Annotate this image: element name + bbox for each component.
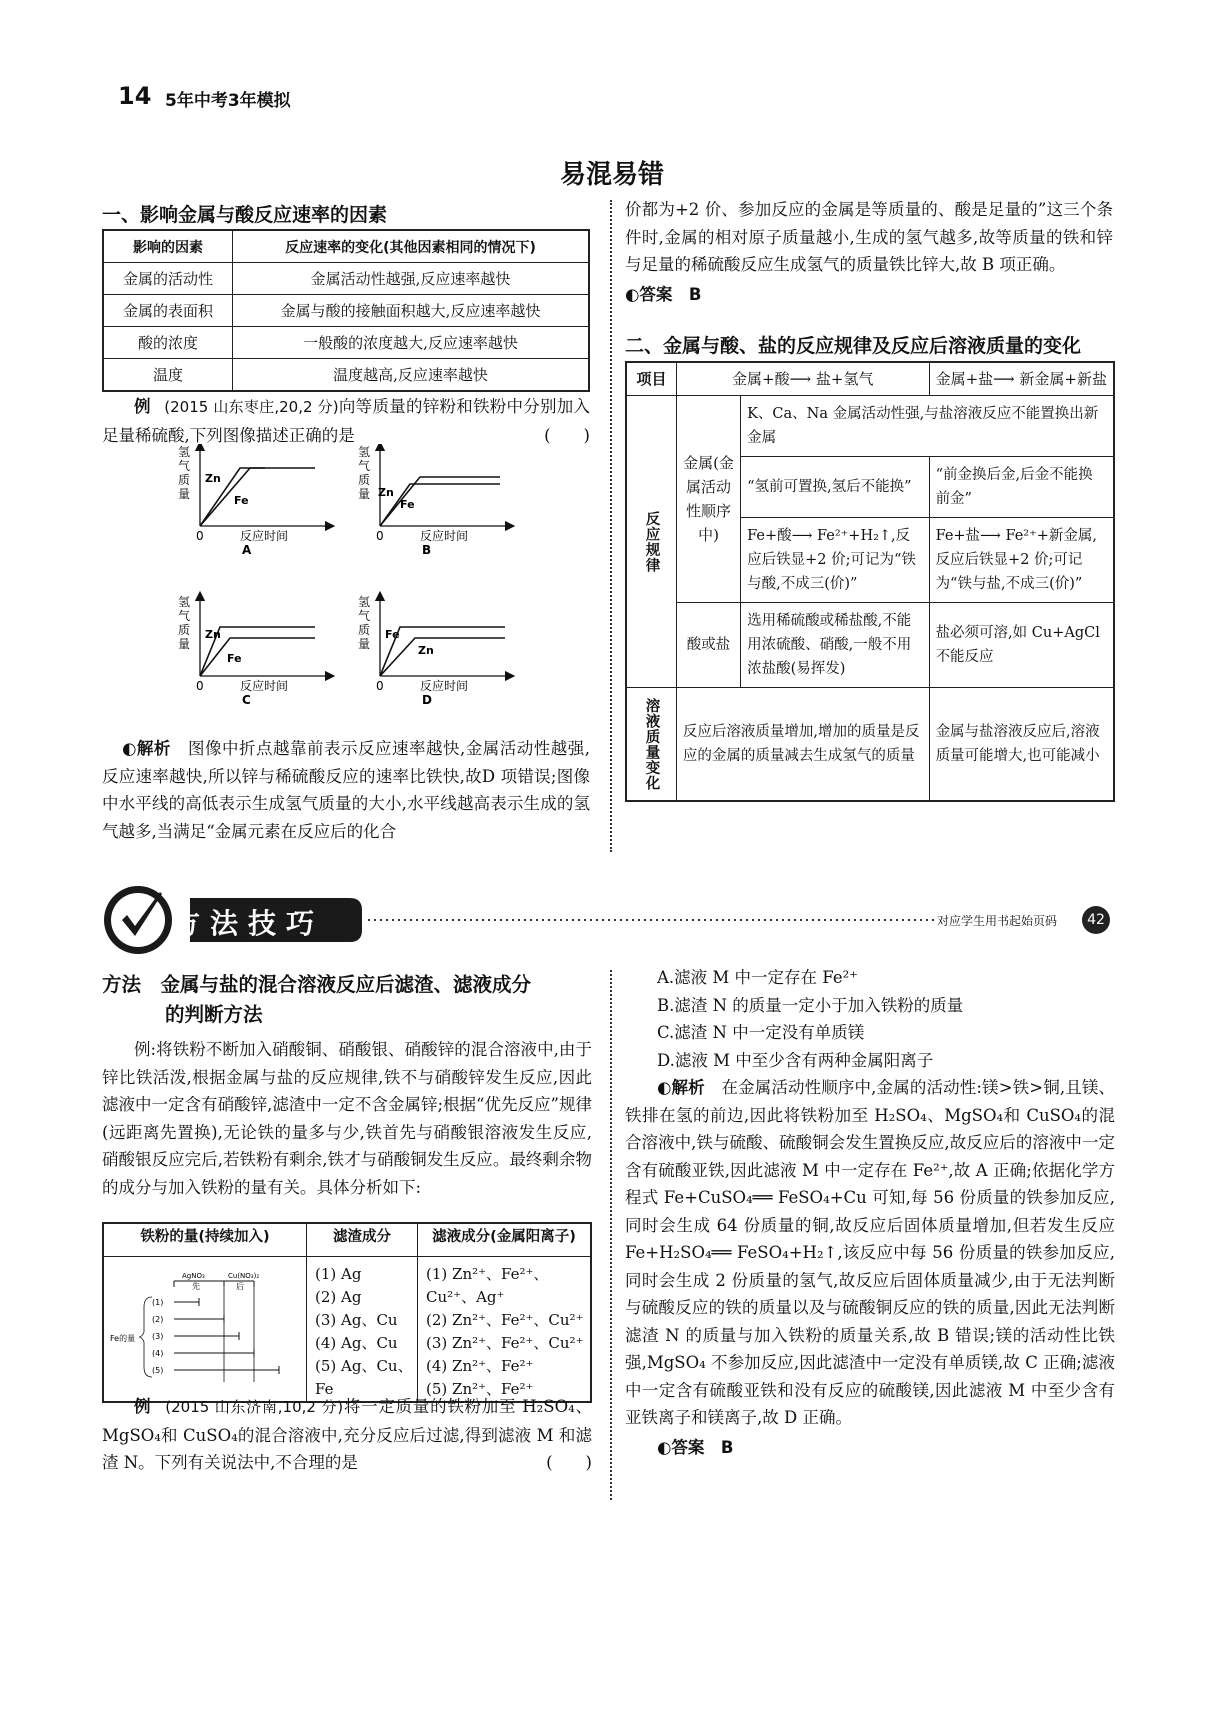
filtrate-item: (4) Zn²⁺、Fe²⁺ [426,1357,534,1375]
fe-series-label: Fe [234,494,249,507]
table-row [103,263,589,295]
example-label: 例 [134,397,151,416]
table-header: 铁粉的量(持续加入) [103,1223,307,1257]
method-label: 方法 [102,973,142,996]
y-axis-label: 质 [178,623,191,637]
residue-item: (1) Ag [315,1265,362,1283]
iron-diagram-cell [103,1257,307,1403]
residue-item: (5) Ag、Cu、Fe [315,1357,413,1398]
y-axis-label: 气 [358,459,371,473]
after-label: 后 [236,1282,244,1291]
iron-row-label: (4) [152,1349,164,1358]
origin-label: 0 [196,529,204,543]
part2-heading: 二、金属与酸、盐的反应规律及反应后溶液质量的变化 [625,335,1082,357]
answer-label: 答案 [671,1437,705,1457]
table-cell: 酸的浓度 [103,327,233,359]
y-axis-label: 量 [358,637,371,651]
page-number: 14 [118,82,152,110]
y-axis-label: 气 [178,459,191,473]
answer-icon: ◐ [657,1437,672,1457]
zn-series-line [380,638,505,676]
analysis-label: 解析 [136,739,171,758]
method-intro-text: 例:将铁粉不断加入硝酸铜、硝酸银、硝酸锌的混合溶液中,由于锌比铁活泼,根据金属与盐的反应规律,铁不与硝酸锌发生反应,因此滤液中一定含有硝酸锌,滤渣中一定不含金属锌;根据“优先反应”规律(远距离先置换),无论铁的量多与少,铁首先与硝酸银溶液发生反应,硝酸银反应完后,若铁粉有剩余,铁才与硝酸铜发生反应。最终剩余物的成分与加入铁粉的量有关。具体分析如下: [102,1040,592,1197]
option-item: D.滤液 M 中至少含有两种金属阳离子 [657,1050,934,1070]
x-axis-label: 反应时间 [240,529,289,543]
table-cell: 一般酸的浓度越大,反应速率越快 [233,327,590,359]
answer-blank: ( ) [544,425,590,445]
iron-row-label: (1) [152,1298,164,1307]
zn-series-label: Zn [418,644,434,657]
origin-label: 0 [376,679,384,693]
order-label: 金属(金属活动性顺序中) [676,396,740,603]
fe-series-line [200,638,315,676]
salt-fe: Fe+盐⟶ Fe²⁺+新金属,反应后铁显+2 价;可记为“铁与盐,不成三(价)” [929,518,1114,603]
table-row [103,295,589,327]
cuno3-label: Cu(NO₃)₂ [228,1272,260,1280]
reaction-rules-table [625,361,1115,802]
residue-cell [307,1257,418,1403]
analysis1 [102,735,590,845]
banner-page-badge: 42 [1082,906,1110,934]
y-axis-label: 质 [358,623,371,637]
analysis-cont-text: 价都为+2 价、参加反应的金属是等质量的、酸是足量的”这三个条件时,金属的相对原子质量越小,生成的氢气越多,故等质量的铁和锌与足量的稀硫酸反应生成氢气的质量铁比锌大,故 B 项正确。 [625,200,1113,274]
table-header: 滤液成分(金属阳离子) [418,1223,592,1257]
acid-note: 选用稀硫酸或稀盐酸,不能用浓硫酸、硝酸,一般不用浓盐酸(易挥发) [741,603,929,688]
option-item: B.滤渣 N 的质量一定小于加入铁粉的质量 [657,995,964,1015]
y-axis-label: 氢 [358,445,371,459]
filtrate-item: (2) Zn²⁺、Fe²⁺、Cu²⁺ [426,1311,584,1329]
rate-factors-table [102,229,590,392]
column-divider-2 [610,970,612,1500]
answer-value: B [688,284,702,304]
book-title: 5年中考3年模拟 [165,91,291,111]
example2 [102,1393,592,1477]
row-kcana: K、Ca、Na 金属活动性强,与盐溶液反应不能置换出新金属 [741,396,1114,457]
y-axis-label: 质 [178,473,191,487]
banner-note: 对应学生用书起始页码 [937,914,1058,928]
fe-series-label: Fe [385,628,400,641]
y-axis-label: 量 [178,637,191,651]
iron-powder-table [102,1222,592,1403]
analysis-text: 图像中折点越靠前表示反应速率越快,金属活动性越强,反应速率越快,所以锌与稀硫酸反应的速率比铁快,故D 项错误;图像中水平线的高低表示生成氢气质量的大小,水平线越高表示生成的氢气越多,当满足“金属元素在反应后的化合 [102,739,591,841]
example1 [102,393,590,449]
zn-series-label: Zn [205,628,221,641]
y-axis-label: 氢 [178,595,191,609]
acid-mass: 反应后溶液质量增加,增加的质量是反应的金属的质量减去生成氢气的质量 [676,688,929,802]
residue-item: (3) Ag、Cu [315,1311,398,1329]
table-header: 滤渣成分 [307,1223,418,1257]
rule-label: 反应规律 [643,510,660,573]
mass-label: 溶液质量变化 [643,697,660,791]
y-axis-label: 质 [358,473,371,487]
acid-or-salt: 酸或盐 [676,603,740,688]
analysis-icon: ◐ [122,739,137,758]
graphs-figure [170,444,550,739]
analysis-label: 解析 [671,1078,705,1097]
table-cell: 金属与酸的接触面积越大,反应速率越快 [233,295,590,327]
filtrate-item: (1) Zn²⁺、Fe²⁺、Cu²⁺、Ag⁺ [426,1265,549,1306]
y-axis-label: 氢 [358,595,371,609]
answer-icon: ◐ [625,284,640,304]
header-item: 项目 [626,362,676,396]
origin-label: 0 [196,679,204,693]
answer-value: B [720,1437,734,1457]
table-cell: 温度越高,反应速率越快 [233,359,590,392]
y-axis-label: 气 [358,609,371,623]
table-cell: 金属的活动性 [103,263,233,295]
iron-row-label: (5) [152,1366,164,1375]
method-title-1: 金属与盐的混合溶液反应后滤渣、滤液成分 [160,973,532,996]
graph-option-label: A [242,543,252,557]
first-label: 先 [192,1282,200,1291]
graph-option-label: D [422,693,432,707]
iron-amount-diagram [104,1257,304,1395]
part1-heading: 一、影响金属与酸反应速率的因素 [102,204,388,226]
table-row [103,327,589,359]
method-title [102,970,592,1030]
answer-label: 答案 [639,284,673,304]
graph-option-label: B [422,543,432,557]
table-cell: 温度 [103,359,233,392]
fe-series-label: Fe [227,652,242,665]
banner-title: 方法技巧 [172,907,325,940]
salt-rule: “前金换后金,后金不能换前金” [929,457,1114,518]
y-axis-label: 量 [178,487,191,501]
option-item: A.滤液 M 中一定存在 Fe²⁺ [657,968,858,987]
example-source: (2015 山东济南,10,2 分) [165,1398,344,1416]
residue-item: (2) Ag [315,1288,362,1306]
filtrate-item: (3) Zn²⁺、Fe²⁺、Cu²⁺ [426,1334,584,1352]
option-item: C.滤渣 N 中一定没有单质镁 [657,1023,865,1042]
origin-label: 0 [376,529,384,543]
x-axis-label: 反应时间 [420,529,469,543]
example-source: (2015 山东枣庄,20,2 分) [164,398,339,416]
options-list [625,964,1115,1461]
table-header: 影响的因素 [103,230,233,263]
acid-fe: Fe+酸⟶ Fe²⁺+H₂↑,反应后铁显+2 价;可记为“铁与酸,不成三(价)” [741,518,929,603]
example-text: 向等质量的锌粉和铁粉中分别加入足量稀硫酸,下列图像描述正确的是 [102,397,591,445]
y-axis-label: 气 [178,609,191,623]
salt-note: 盐必须可溶,如 Cu+AgCl 不能反应 [929,603,1114,688]
graph-option-label: C [242,693,251,707]
table-row [103,359,589,392]
method-intro [102,1036,592,1201]
y-axis-label: 氢 [178,445,191,459]
filtrate-item: (5) Zn²⁺、Fe²⁺ [426,1380,534,1398]
zn-series-label: Zn [378,486,394,499]
fe-series-label: Fe [400,498,415,511]
analysis-text: 在金属活动性顺序中,金属的活动性:镁>铁>铜,且镁、铁排在氢的前边,因此将铁粉加至 H₂SO₄、MgSO₄和 CuSO₄的混合溶液中,铁与硫酸、硫酸铜会发生置换反应,故反应后的溶液中一定含有硫酸亚铁,因此滤液 M 中一定存在 Fe²⁺,故 A 正确;依据化学方程式 Fe+CuSO₄══ FeSO₄+Cu 可知,每 56 份质量的铁参加反应,同时会生成 64 份质量的铜,故反应后固体质量增加,但若发生反应 Fe+H₂SO₄══ FeSO₄+H₂↑,该反应中每 56 份质量的铁参加反应,同时会生成 2 份质量的氢气,故反应后固体质量减少,由于无法判断与硫酸反应的铁的质量以及与硫酸铜反应的铁的质量,因此无法判断滤渣 N 的质量与加入铁粉的质量关系,故 B 错误;镁的活动性比铁强,MgSO₄ 不参加反应,因此滤渣中一定没有单质镁,故 C 正确;滤液中一定含有硫酸亚铁和没有反应的硫酸镁,因此滤液 M 中至少含有亚铁离子和镁离子,故 D 正确。 [625,1078,1116,1427]
example-text: 将一定质量的铁粉加至 H₂SO₄、MgSO₄和 CuSO₄的混合溶液中,充分反应后过滤,得到滤液 M 和滤渣 N。下列有关说法中,不合理的是 [102,1397,592,1472]
salt-mass: 金属与盐溶液反应后,溶液质量可能增大,也可能减小 [929,688,1114,802]
column-divider [610,200,612,852]
zn-series-label: Zn [205,472,221,485]
x-axis-label: 反应时间 [240,679,289,693]
x-axis-label: 反应时间 [420,679,469,693]
mass-label-cell [626,688,676,802]
header-salt: 金属+盐⟶ 新金属+新盐 [929,362,1114,396]
header-acid: 金属+酸⟶ 盐+氢气 [676,362,929,396]
filtrate-cell [418,1257,592,1403]
section-title: 易混易错 [559,160,664,190]
iron-row-label: (3) [152,1332,164,1341]
acid-rule: “氢前可置换,氢后不能换” [741,457,929,518]
rule-label-cell [626,396,676,688]
analysis1-cont [625,196,1113,308]
answer-blank: ( ) [546,1453,592,1472]
table-header: 反应速率的变化(其他因素相同的情况下) [233,230,590,263]
residue-item: (4) Ag、Cu [315,1334,398,1352]
table-cell: 金属活动性越强,反应速率越快 [233,263,590,295]
example-label: 例 [134,1397,152,1416]
fe-amount-label: Fe的量 [110,1334,136,1343]
method-title-2: 的判断方法 [165,1003,263,1026]
table-cell: 金属的表面积 [103,295,233,327]
analysis-icon: ◐ [657,1078,672,1097]
y-axis-label: 量 [358,487,371,501]
iron-row-label: (2) [152,1315,164,1324]
agno3-label: AgNO₃ [182,1272,205,1280]
